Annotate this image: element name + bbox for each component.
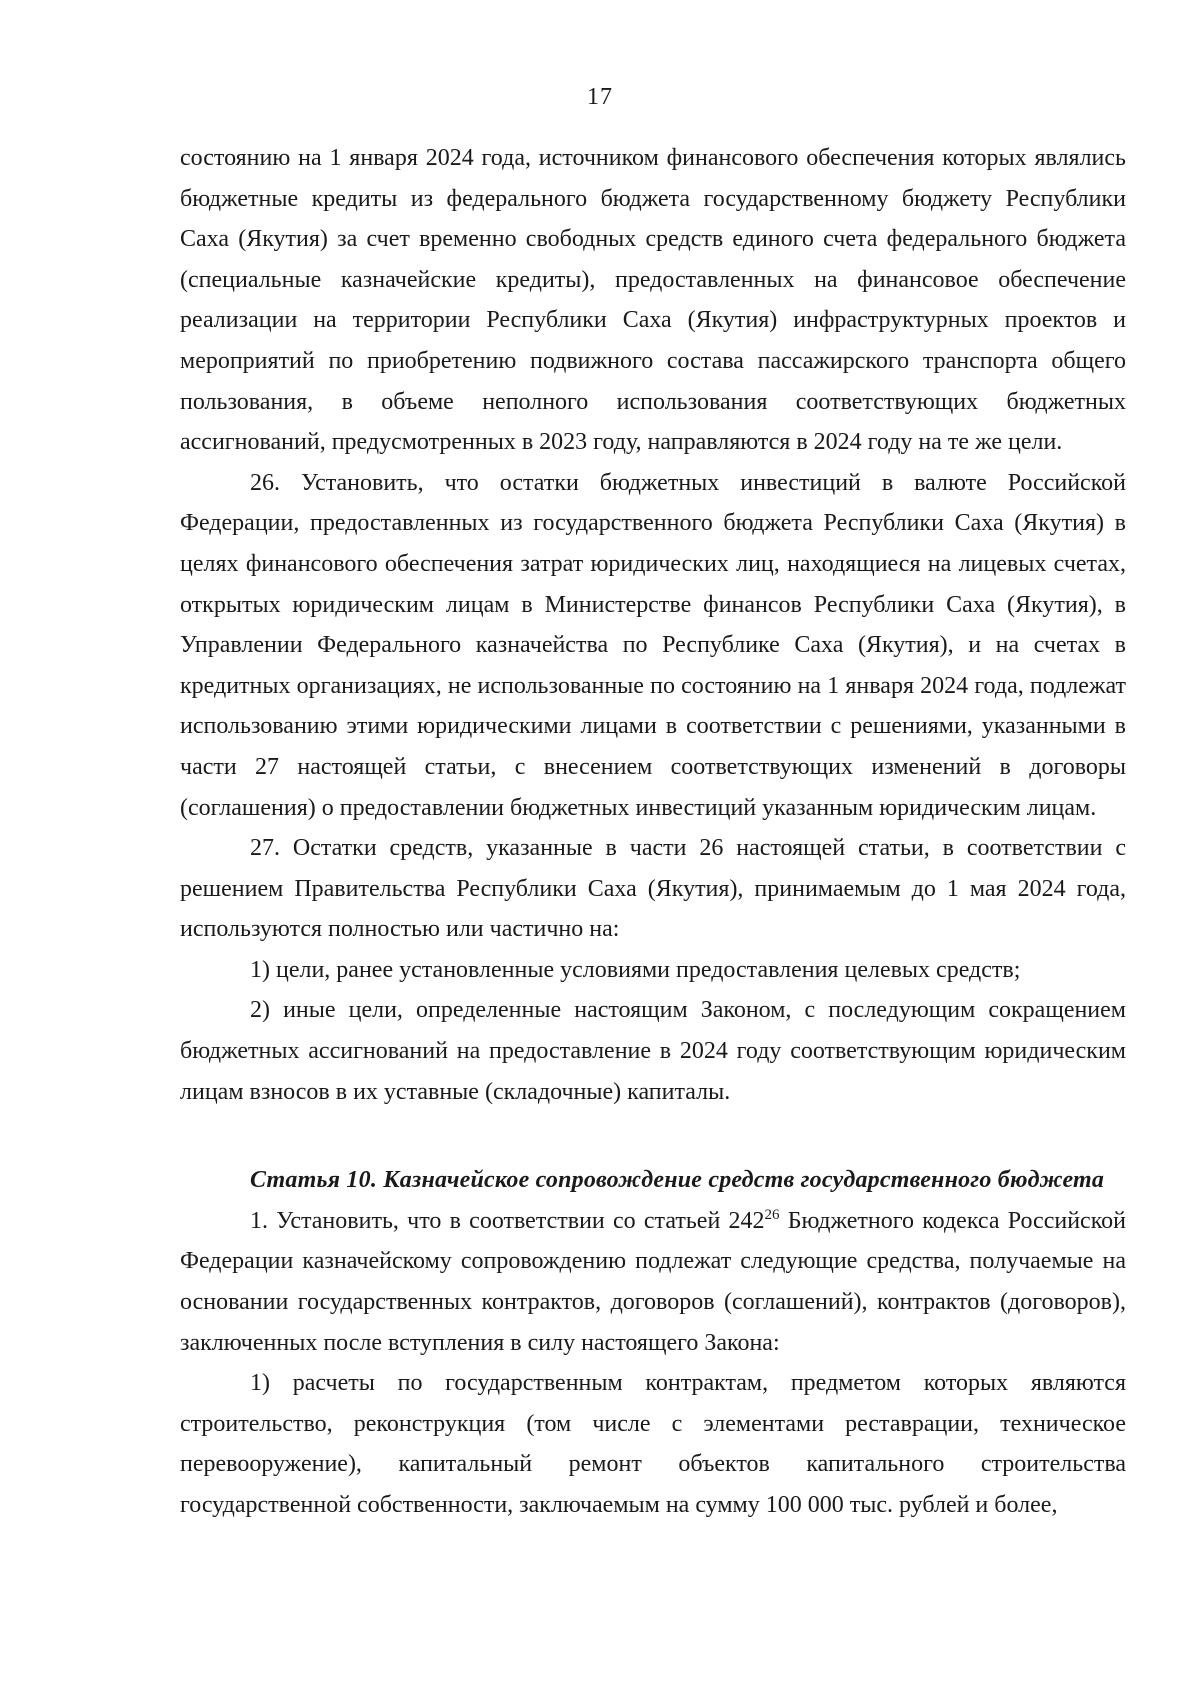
paragraph-27-item-2: 2) иные цели, определенные настоящим Законом, с последующим сокращением бюджетных ассигнований на предоставление в 2024 году соответствующим юридическим лицам взносов в их уставные (складочные) капиталы. — [180, 997, 1126, 1105]
paragraph-26: 26. Установить, что остатки бюджетных инвестиций в валюте Российской Федерации, предоставленных из государственного бюджета Республики Саха (Якутия) в целях финансового обеспечения затрат юридических лиц, находящиеся на лицевых счетах, открытых юридическим лицам в Министерстве финансов Республики Саха (Якутия), в Управлении Федерального казначейства по Республике Саха (Якутия), и на счетах в кредитных организациях, не использованные по состоянию на 1 января 2024 года, подлежат использованию этими юридическими лицами в соответствии с решениями, указанными в части 27 настоящей статьи, с внесением соответствующих изменений в договоры (соглашения) о предоставлении бюджетных инвестиций указанным юридическим лицам. — [180, 469, 1126, 821]
page-number: 17 — [587, 84, 613, 110]
article-10-paragraph-1-start: 1. Установить, что в соответствии со статьей 242 — [250, 1207, 765, 1234]
paragraph-27: 27. Остатки средств, указанные в части 26 настоящей статьи, в соответствии с решением Правительства Республики Саха (Якутия), принимаемым до 1 мая 2024 года, используются полностью или частично на: — [180, 835, 1126, 943]
article-10-heading: Статья 10. Казначейское сопровождение средств государственного бюджета — [250, 1167, 1105, 1194]
paragraph-25-continued: состоянию на 1 января 2024 года, источником финансового обеспечения которых являлись бюджетные кредиты из федерального бюджета государственному бюджету Республики Саха (Якутия) за счет временно свободных средств единого счета федерального бюджета (специальные казначейские кредиты), предоставленных на финансовое обеспечение реализации на территории Республики Саха (Якутия) инфраструктурных проектов и мероприятий по приобретению подвижного состава пассажирского транспорта общего пользования, в объеме неполного использования соответствующих бюджетных ассигнований, предусмотренных в 2023 году, направляются в 2024 году на те же цели. — [180, 145, 1126, 456]
article-number-superscript: 26 — [764, 1206, 780, 1223]
article-10-paragraph-1-item-1: 1) расчеты по государственным контрактам, предметом которых являются строительство, реконструкция (том числе с элементами реставрации, техническое перевооружение), капитальный ремонт объектов капитального строительства государственной собственности, заключаемым на сумму 100 000 тыс. рублей и более, — [180, 1370, 1126, 1518]
article-10-paragraph-1-end: Бюджетного кодекса Российской Федерации казначейскому сопровождению подлежат следующие средства, получаемые на основании государственных контрактов, договоров (соглашений), контрактов (договоров), заключенных после вступления в силу настоящего Закона: — [180, 1207, 1126, 1356]
document-body — [180, 138, 1126, 1526]
paragraph-27-item-1: 1) цели, ранее установленные условиями предоставления целевых средств; — [250, 956, 1021, 983]
article-10-paragraph-1 — [180, 1201, 1126, 1363]
